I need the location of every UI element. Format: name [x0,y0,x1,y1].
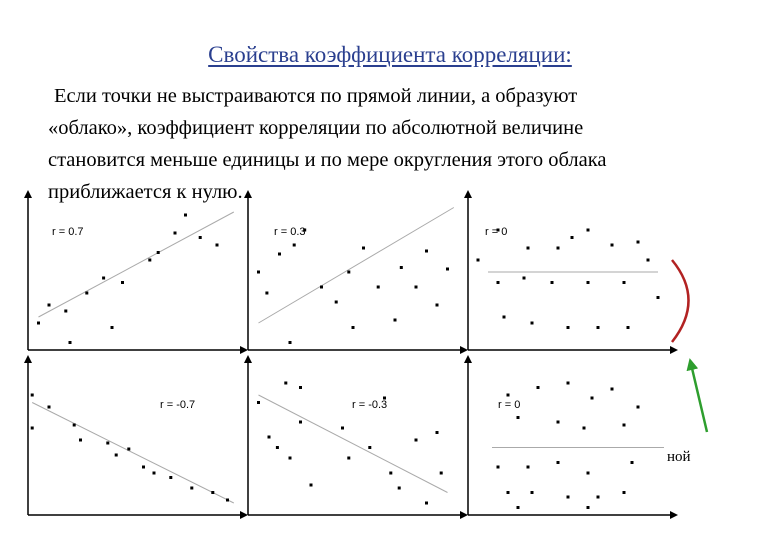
data-point [637,241,640,244]
data-point [637,406,640,409]
data-point [190,487,193,490]
data-point [647,259,650,262]
correlation-label: r = 0 [485,226,508,238]
data-point [184,214,187,217]
data-point [415,286,418,289]
paragraph-line-4: приближается к нулю. [48,181,243,203]
scatter-panel-2 [248,192,466,350]
data-point [127,448,130,451]
data-point [587,229,590,232]
data-point [531,491,534,494]
data-point [507,491,510,494]
data-point [557,247,560,250]
data-point [377,286,380,289]
data-point [199,236,202,239]
data-point [597,496,600,499]
data-point [73,424,76,427]
data-point [557,461,560,464]
data-point [657,296,660,299]
correlation-label: r = -0.7 [160,399,196,411]
data-point [278,253,281,256]
data-point [394,319,397,322]
data-point [591,397,594,400]
green-arrow-icon [691,364,707,432]
data-point [611,388,614,391]
data-point [216,244,219,247]
data-point [142,466,145,469]
paragraph-line-1: Если точки не выстраиваются по прямой линии, а образуют [54,85,578,107]
data-point [362,247,365,250]
data-point [265,292,268,295]
data-point [567,496,570,499]
scatter-panel-6 [468,357,676,515]
data-point [48,406,51,409]
data-point [389,472,392,475]
data-point [557,421,560,424]
data-point [335,301,338,304]
data-point [48,304,51,307]
data-point [571,236,574,239]
data-point [299,421,302,424]
data-point [551,281,554,284]
data-point [31,394,34,397]
data-point [503,316,506,319]
data-point [497,281,500,284]
data-point [623,424,626,427]
scatter-panel-1 [28,192,246,350]
highlight-arc [672,260,689,342]
data-point [211,491,214,494]
data-point [587,281,590,284]
data-point [293,244,296,247]
data-point [347,271,350,274]
data-point [121,281,124,284]
data-point [436,304,439,307]
data-point [289,457,292,460]
data-point [400,266,403,269]
data-point [597,326,600,329]
data-point [352,326,355,329]
side-label: ной [667,449,691,465]
scatter-panel-3 [468,192,676,350]
data-point [425,250,428,253]
data-point [284,382,287,385]
data-point [627,326,630,329]
data-point [341,427,344,430]
data-point [623,491,626,494]
data-point [106,442,109,445]
correlation-label: r = 0.7 [52,226,84,238]
data-point [169,476,172,479]
correlation-label: r = -0.3 [352,399,388,411]
data-point [583,427,586,430]
data-point [310,484,313,487]
data-point [64,310,67,313]
data-point [299,386,302,389]
data-point [102,277,105,280]
data-point [157,251,160,254]
data-point [257,401,260,404]
data-point [115,454,118,457]
data-point [37,322,40,325]
data-point [623,281,626,284]
data-point [425,502,428,505]
data-point [398,487,401,490]
data-point [527,466,530,469]
scatter-panel-5 [248,357,466,515]
data-point [631,461,634,464]
slide-title: Свойства коэффициента корреляции: [208,42,572,67]
data-point [79,439,82,442]
data-point [148,259,151,262]
data-point [517,416,520,419]
data-point [440,472,443,475]
data-point [268,436,271,439]
data-point [415,439,418,442]
data-point [111,326,114,329]
data-point [347,457,350,460]
correlation-label: r = 0.3 [274,226,306,238]
data-point [153,472,156,475]
data-point [567,382,570,385]
data-point [611,244,614,247]
data-point [507,394,510,397]
data-point [289,341,292,344]
data-point [446,268,449,271]
paragraph-line-2: «облако», коэффициент корреляции по абсолютной величине [48,117,584,139]
data-point [523,277,526,280]
data-point [226,499,229,502]
data-point [320,286,323,289]
data-point [531,322,534,325]
data-point [368,446,371,449]
correlation-label: r = 0 [498,399,521,411]
scatter-panel-4 [28,357,246,515]
data-point [537,386,540,389]
data-point [497,466,500,469]
data-point [567,326,570,329]
data-point [69,341,72,344]
data-point [436,431,439,434]
data-point [517,506,520,509]
data-point [174,232,177,235]
data-point [587,472,590,475]
data-point [85,292,88,295]
data-point [31,427,34,430]
data-point [276,446,279,449]
paragraph-line-3: становится меньше единицы и по мере округления этого облака [48,149,607,171]
trend-line [259,208,454,324]
data-point [477,259,480,262]
data-point [257,271,260,274]
data-point [587,506,590,509]
data-point [527,247,530,250]
trend-line [32,403,234,504]
